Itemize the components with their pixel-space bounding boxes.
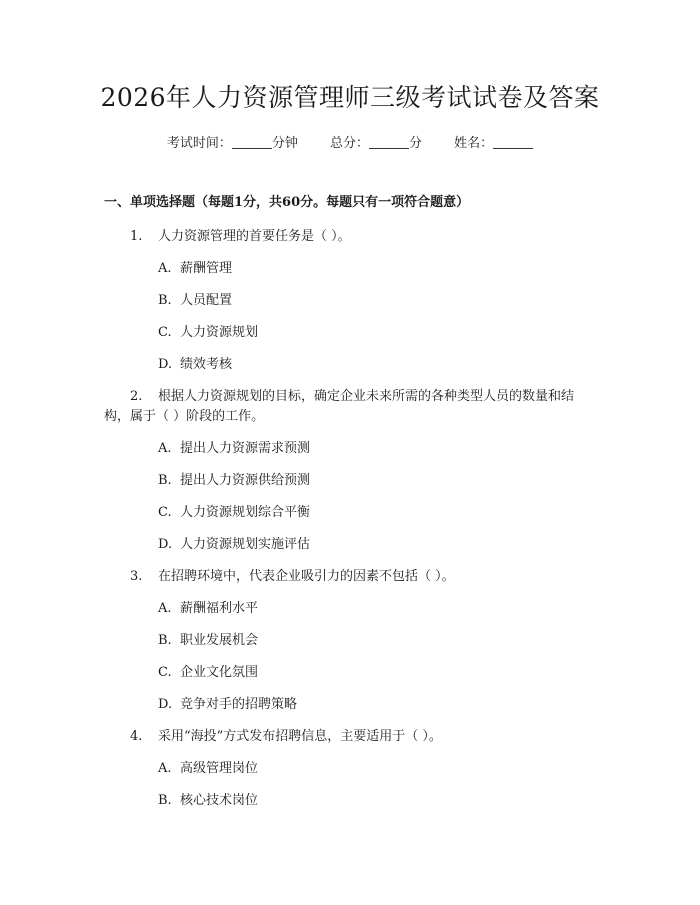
option-text: 企业文化氛围	[180, 665, 259, 680]
option-letter: A.	[158, 601, 172, 616]
option-letter: A.	[158, 261, 172, 276]
question-number: 2.	[130, 389, 143, 404]
option-letter: C.	[158, 665, 172, 680]
option-text: 人员配置	[180, 293, 233, 308]
option-letter: B.	[158, 473, 172, 488]
total-score-label: 总分：	[329, 136, 369, 151]
option-text: 高级管理岗位	[180, 761, 259, 776]
option-1b	[158, 289, 232, 308]
option-letter: B.	[158, 293, 172, 308]
section-heading: 一、单项选择题（每题1分，共60分。每题只有一项符合题意）	[104, 195, 470, 210]
option-3d	[158, 693, 297, 712]
option-3a	[158, 597, 258, 616]
option-text: 提出人力资源供给预测	[180, 473, 311, 488]
option-text: 人力资源规划	[180, 325, 259, 340]
question-number: 4.	[130, 729, 143, 744]
option-letter: C.	[158, 325, 172, 340]
name-blank	[493, 135, 533, 149]
option-letter: A.	[158, 441, 172, 456]
exam-time-blank	[232, 135, 272, 149]
question-number: 3.	[130, 569, 143, 584]
option-3b	[158, 629, 258, 648]
option-2d	[158, 533, 310, 552]
option-text: 核心技术岗位	[180, 793, 259, 808]
question-3	[130, 565, 455, 584]
option-letter: A.	[158, 761, 172, 776]
option-text: 人力资源规划综合平衡	[180, 505, 311, 520]
option-letter: D.	[158, 537, 173, 552]
option-text: 绩效考核	[180, 357, 233, 372]
question-2-continued: 构，属于（ ）阶段的工作。	[104, 409, 265, 424]
option-2a	[158, 437, 310, 456]
question-text: 人力资源管理的首要任务是（ ）。	[158, 229, 351, 244]
option-letter: D.	[158, 357, 173, 372]
total-score-blank	[369, 135, 409, 149]
option-text: 提出人力资源需求预测	[180, 441, 311, 456]
option-text: 职业发展机会	[180, 633, 259, 648]
page-title: 2026年人力资源管理师三级考试试卷及答案	[100, 83, 600, 112]
question-text: 在招聘环境中，代表企业吸引力的因素不包括（ ）。	[158, 569, 455, 584]
option-text: 人力资源规划实施评估	[180, 537, 311, 552]
option-letter: C.	[158, 505, 172, 520]
exam-time-unit: 分钟	[271, 136, 298, 151]
option-4b	[158, 789, 258, 808]
option-3c	[158, 661, 258, 680]
option-4a	[158, 757, 258, 776]
option-text: 竞争对手的招聘策略	[180, 697, 298, 712]
option-text: 薪酬管理	[180, 261, 233, 276]
exam-time-field	[167, 132, 298, 151]
exam-time-label: 考试时间：	[166, 136, 232, 151]
exam-meta	[0, 132, 700, 151]
option-2b	[158, 469, 310, 488]
option-text: 薪酬福利水平	[180, 601, 259, 616]
question-number: 1.	[130, 229, 143, 244]
option-1d	[158, 353, 232, 372]
total-score-field	[330, 132, 422, 151]
name-field	[454, 132, 533, 151]
question-4	[130, 725, 442, 744]
option-2c	[158, 501, 310, 520]
question-2	[130, 385, 574, 404]
option-letter: D.	[158, 697, 173, 712]
option-letter: B.	[158, 633, 172, 648]
name-label: 姓名：	[454, 136, 494, 151]
option-1a	[158, 257, 232, 276]
question-1	[130, 225, 351, 244]
option-letter: B.	[158, 793, 172, 808]
question-text: 采用“海投”方式发布招聘信息，主要适用于（ ）。	[158, 729, 442, 744]
question-text: 根据人力资源规划的目标，确定企业未来所需的各种类型人员的数量和结	[158, 389, 575, 404]
option-1c	[158, 321, 258, 340]
total-score-unit: 分	[409, 136, 423, 151]
